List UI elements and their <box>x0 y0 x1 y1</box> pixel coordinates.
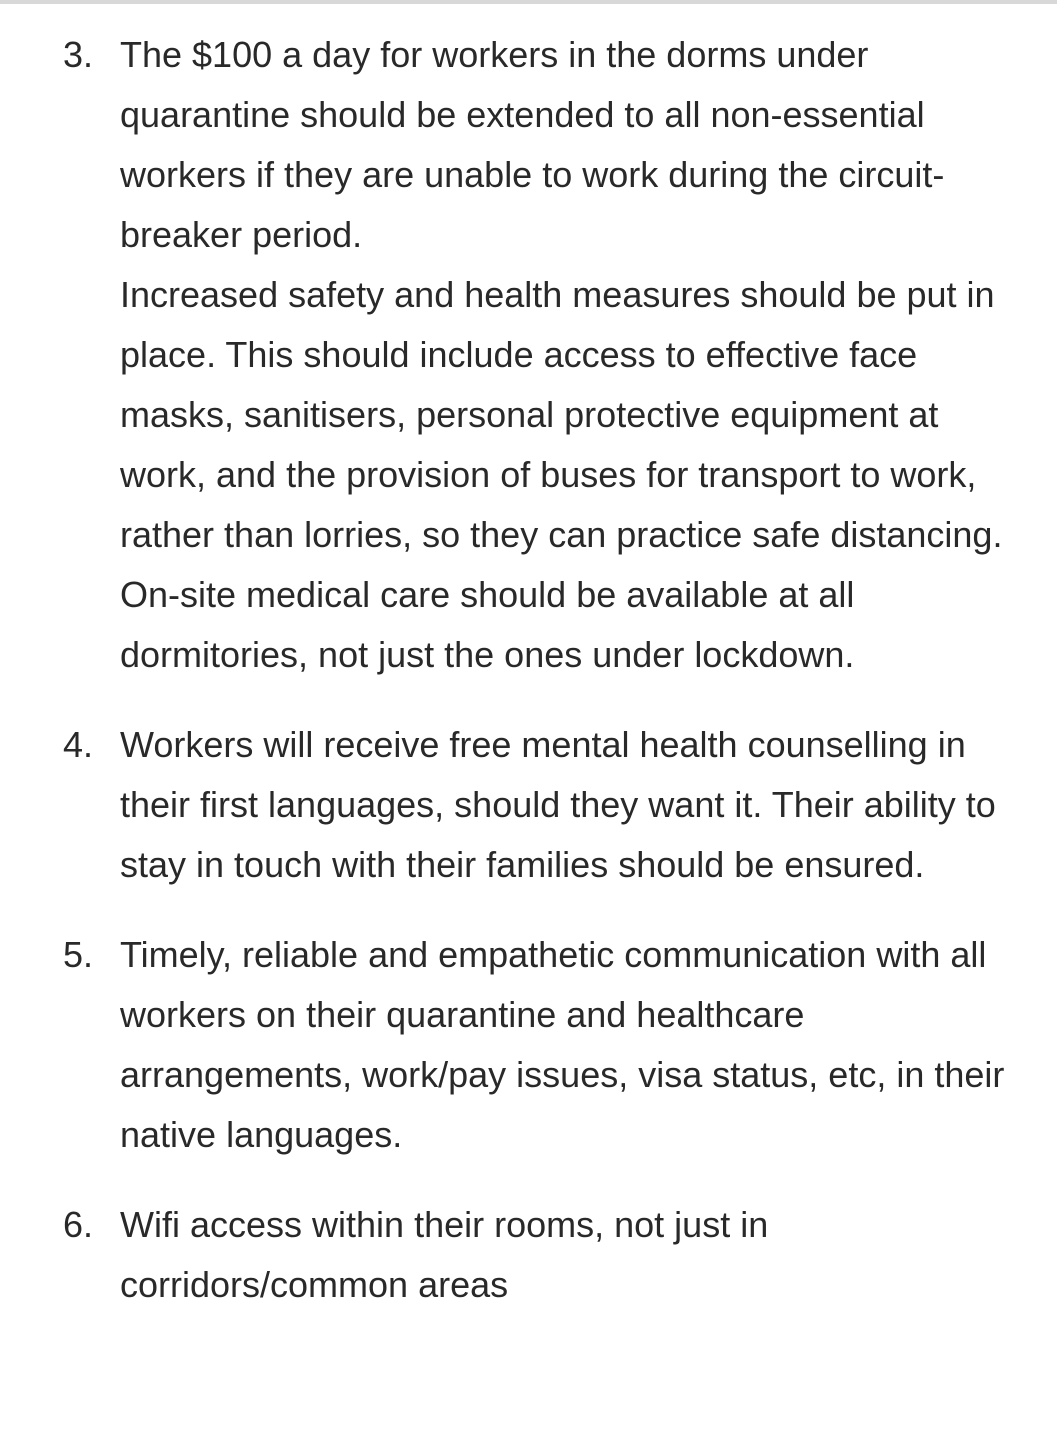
list-item-number: 5. <box>63 934 94 975</box>
numbered-list <box>0 25 1057 1315</box>
paragraph: Increased safety and health measures should be put in place. This should include access to effective face masks, sanitisers, personal protective equipment at work, and the provision of buses for transport to work, rather than lorries, so they can practice safe distancing. On-site medical care should be available at all dormitories, not just the ones under lockdown. <box>120 274 1003 675</box>
list-item-body <box>120 715 1017 895</box>
list-item-6 <box>0 1195 1057 1315</box>
paragraph: Timely, reliable and empathetic communication with all workers on their quarantine and healthcare arrangements, work/pay issues, visa status, etc, in their native languages. <box>120 934 1005 1155</box>
paragraph: Workers will receive free mental health counselling in their first languages, should they want it. Their ability to stay in touch with their families should be ensured. <box>120 724 996 885</box>
list-item-5 <box>0 925 1057 1165</box>
list-item-3 <box>0 25 1057 685</box>
list-item-number: 3. <box>63 34 94 75</box>
list-item-number: 6. <box>63 1204 94 1245</box>
list-item-body <box>120 1195 1017 1315</box>
paragraph: The $100 a day for workers in the dorms under quarantine should be extended to all non-essential workers if they are unable to work during the circuit-breaker period. <box>120 34 945 255</box>
list-item-body <box>120 925 1017 1165</box>
list-item-body <box>120 25 1017 685</box>
list-item-4 <box>0 715 1057 895</box>
list-item-number: 4. <box>63 724 94 765</box>
paragraph: Wifi access within their rooms, not just in corridors/common areas <box>120 1204 769 1305</box>
top-divider <box>0 0 1057 4</box>
